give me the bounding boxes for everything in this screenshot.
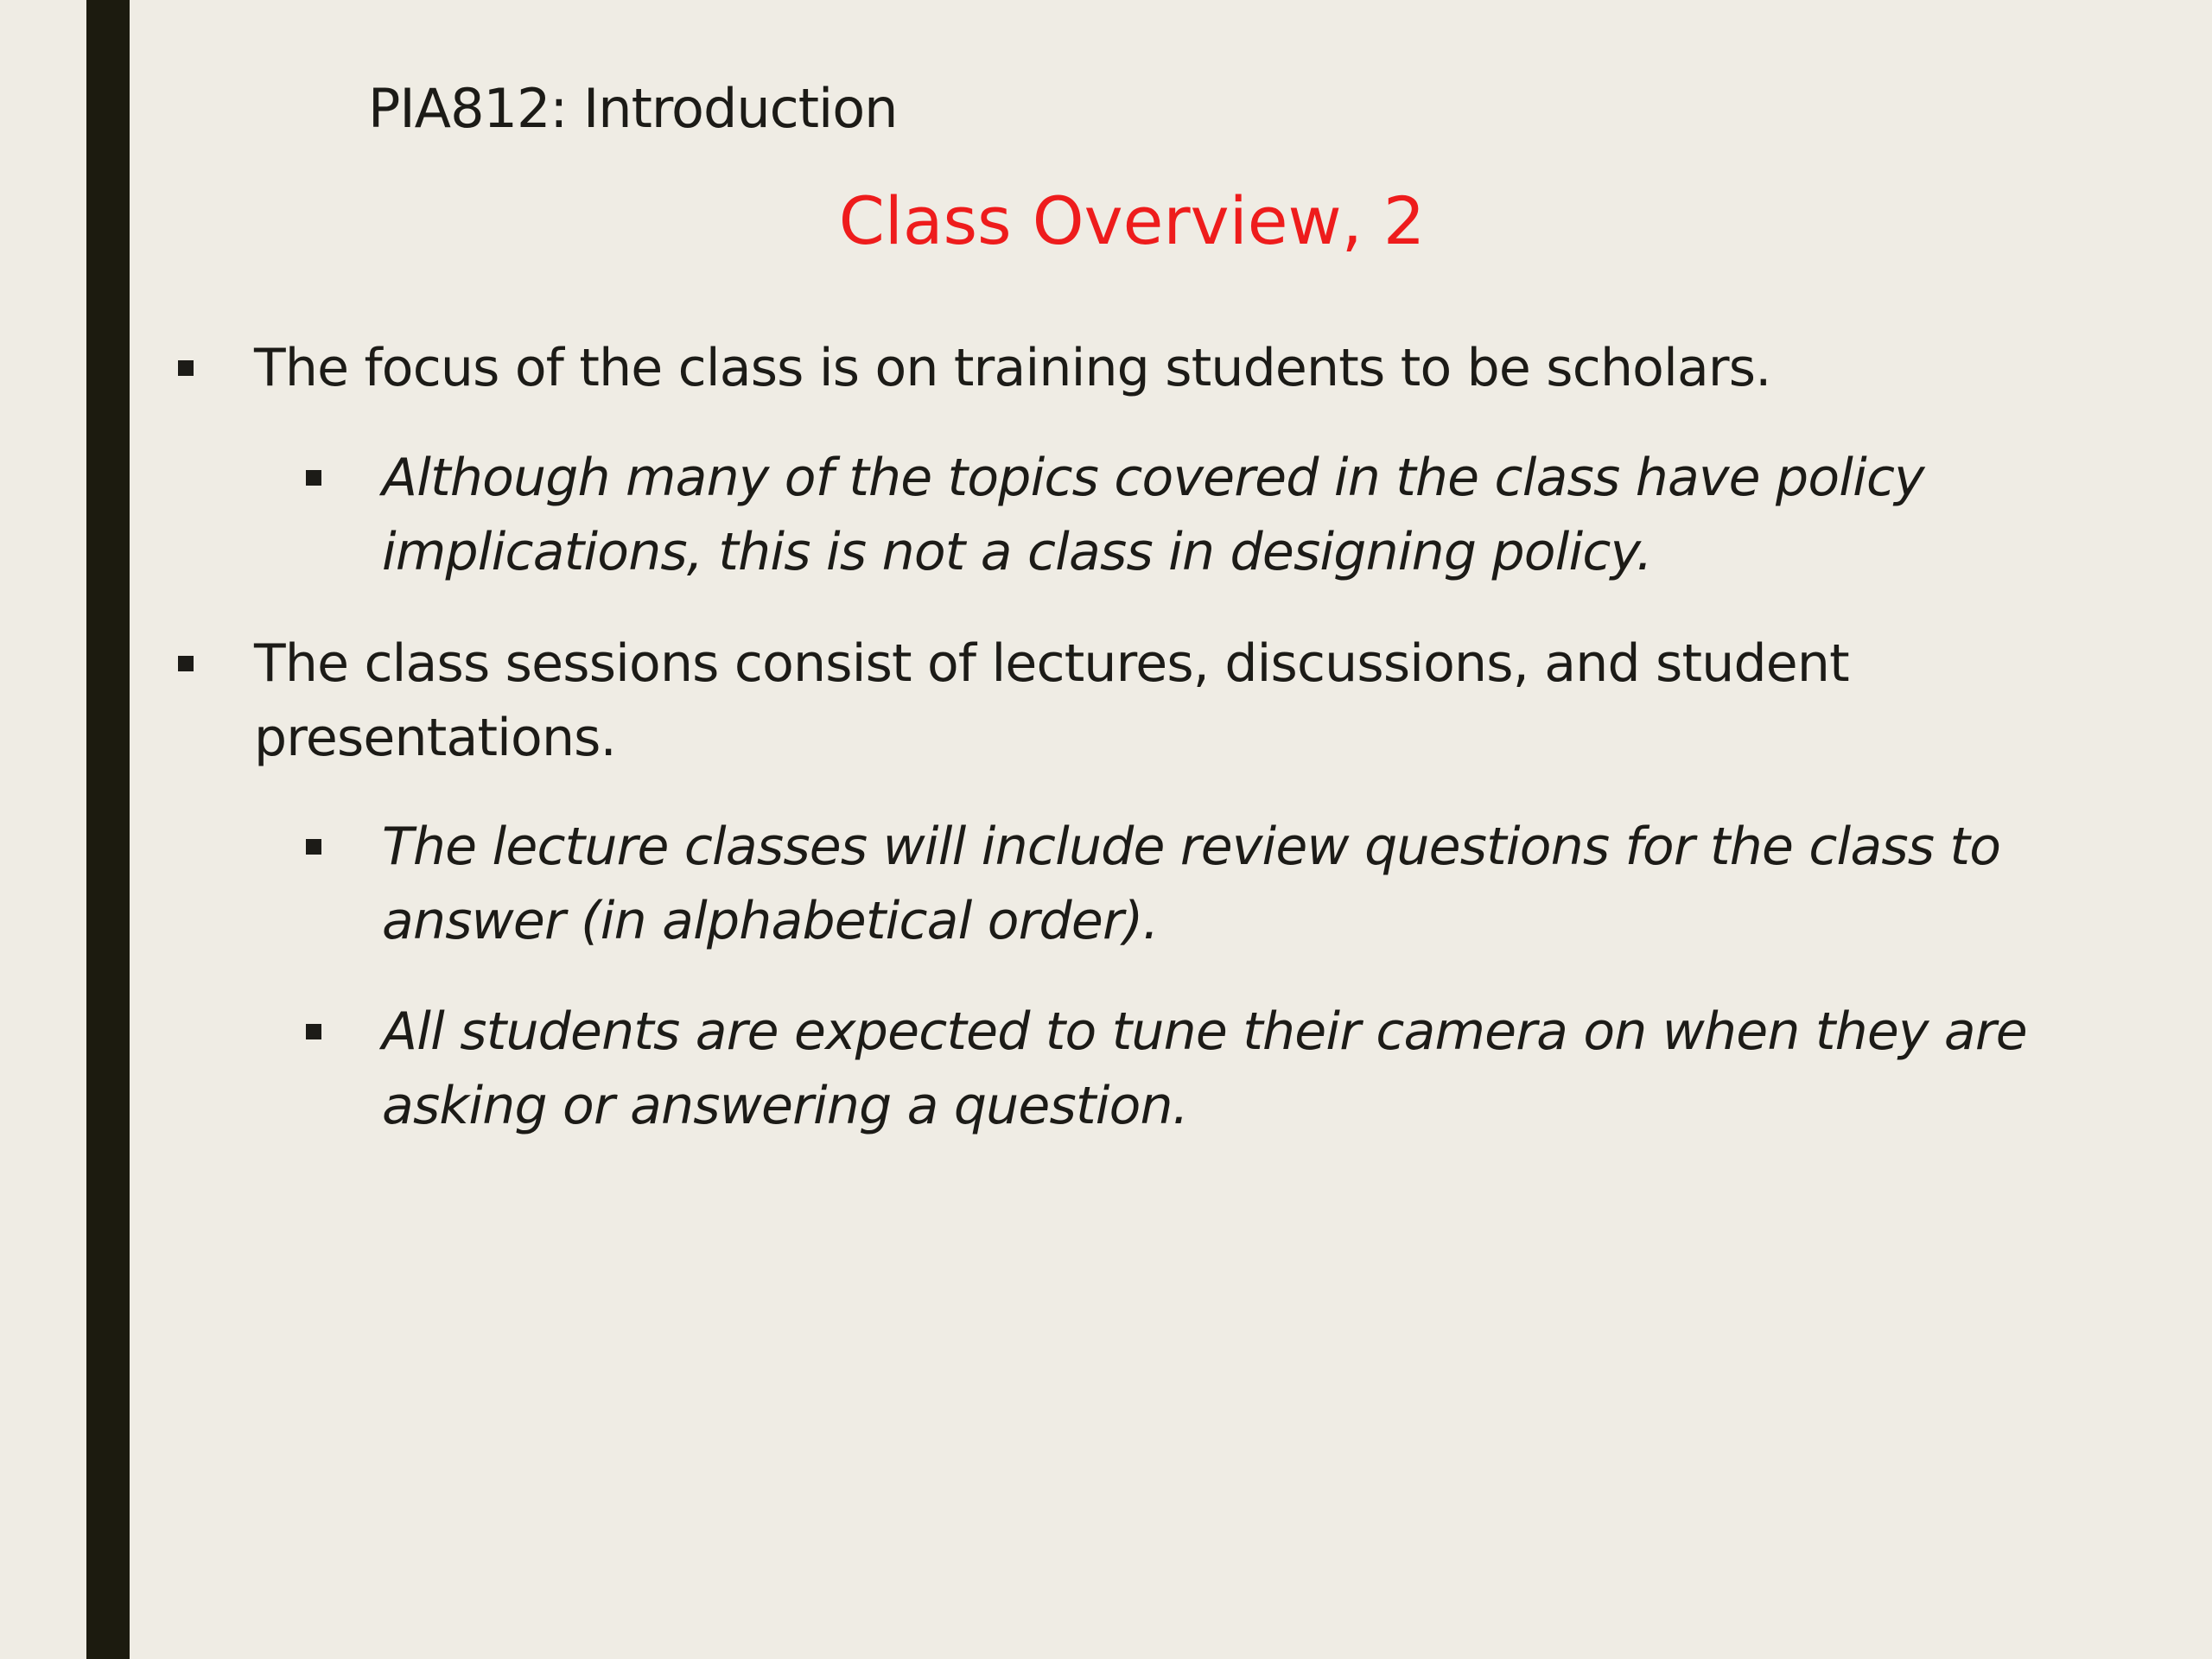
square-bullet-icon	[306, 1024, 321, 1039]
bullet-text: The class sessions consist of lectures, discussions, and student presentations.	[254, 633, 1849, 768]
square-bullet-icon	[178, 360, 194, 376]
course-title: PIA812: Introduction	[368, 77, 898, 140]
bullet-item-2	[382, 441, 2110, 589]
bullet-item-4	[382, 810, 2110, 958]
bullet-item-5	[382, 995, 2110, 1143]
square-bullet-icon	[306, 839, 321, 855]
square-bullet-icon	[306, 470, 321, 486]
slide-title: Class Overview, 2	[838, 182, 1426, 259]
square-bullet-icon	[178, 656, 194, 671]
bullet-text: Although many of the topics covered in the class have policy implications, this is not a class in designing policy.	[382, 448, 1924, 582]
bullet-text: The focus of the class is on training students to be scholars.	[254, 338, 1771, 398]
bullet-item-1	[254, 331, 2069, 405]
bullet-item-3	[254, 626, 2069, 775]
bullet-text: All students are expected to tune their camera on when they are asking or answering a question.	[382, 1001, 2027, 1136]
bullet-text: The lecture classes will include review questions for the class to answer (in alphabetical order).	[382, 817, 2001, 951]
